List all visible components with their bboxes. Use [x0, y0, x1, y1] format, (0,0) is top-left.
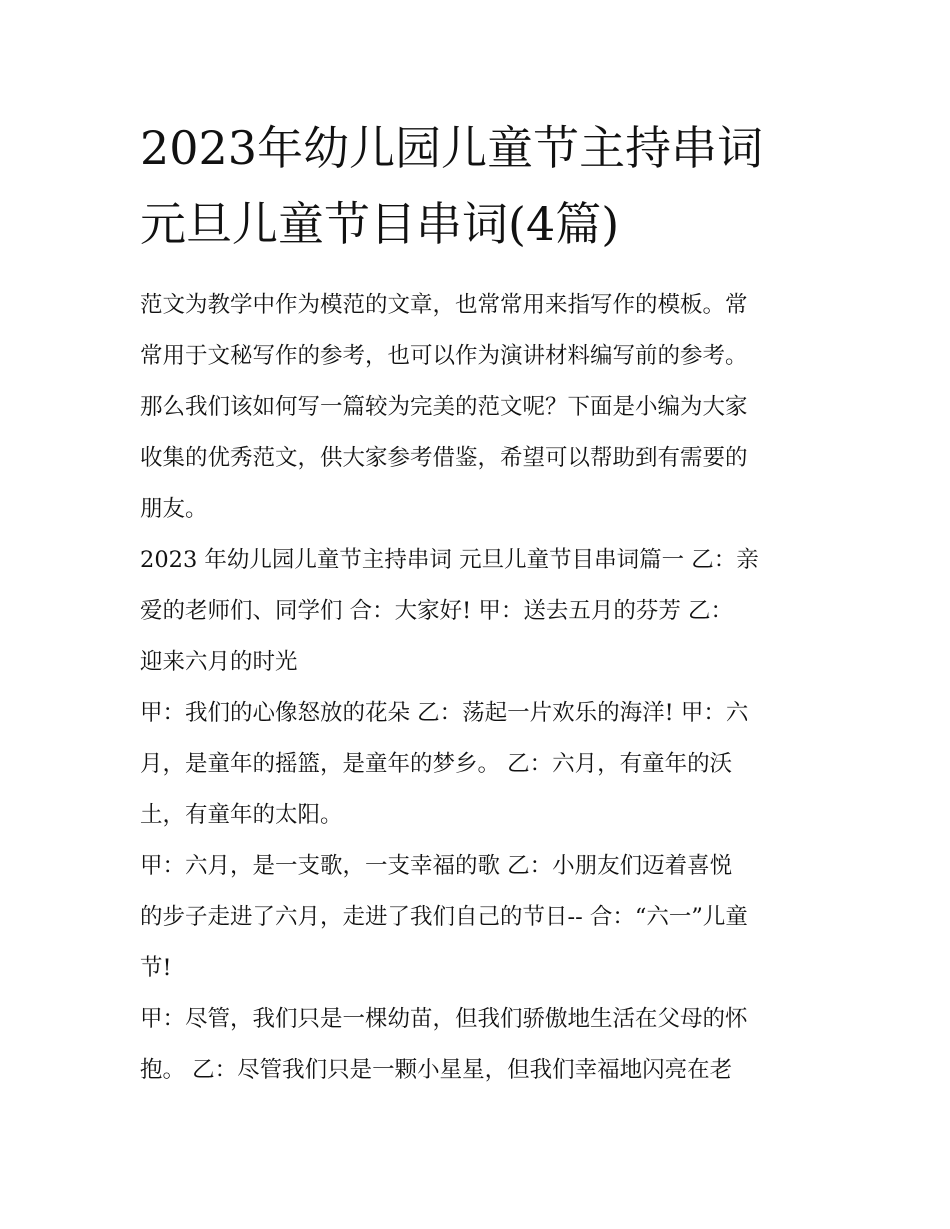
title-line-1: 2023年幼儿园儿童节主持串词: [140, 121, 764, 175]
script-paragraph: [140, 841, 820, 994]
text-line: 常用于文秘写作的参考，也可以作为演讲材料编写前的参考。: [140, 343, 748, 369]
text-line: 甲：我们的心像怒放的花朵 乙：荡起一片欢乐的海洋! 甲：六: [140, 700, 749, 726]
script-paragraph: [140, 994, 820, 1096]
script-paragraph: [140, 535, 820, 688]
text-line: 节!: [140, 955, 172, 981]
text-line: 土，有童年的太阳。: [140, 802, 343, 828]
script-paragraph: [140, 688, 820, 841]
text-line: 收集的优秀范文，供大家参考借鉴，希望可以帮助到有需要的: [140, 445, 748, 471]
text-line: 抱。 乙：尽管我们只是一颗小星星，但我们幸福地闪亮在老: [140, 1057, 733, 1083]
document-page: [140, 110, 820, 1096]
title-line-2: 元旦儿童节目串词(4篇): [140, 197, 620, 251]
document-body: [140, 280, 820, 1096]
text-line: 那么我们该如何写一篇较为完美的范文呢？下面是小编为大家: [140, 394, 748, 420]
text-line: 的步子走进了六月，走进了我们自己的节日-- 合：“六一”儿童: [140, 904, 748, 930]
text-line: 朋友。: [140, 496, 208, 522]
intro-paragraph: [140, 280, 820, 535]
text-line: 范文为教学中作为模范的文章，也常常用来指写作的模板。常: [140, 292, 748, 318]
text-line: 甲：尽管，我们只是一棵幼苗，但我们骄傲地生活在父母的怀: [140, 1006, 748, 1032]
text-line: 迎来六月的时光: [140, 649, 298, 675]
document-title: [140, 110, 820, 262]
text-line: 2023 年幼儿园儿童节主持串词 元旦儿童节目串词篇一 乙：亲: [140, 547, 759, 573]
text-line: 月，是童年的摇篮，是童年的梦乡。 乙：六月，有童年的沃: [140, 751, 733, 777]
text-line: 甲：六月，是一支歌，一支幸福的歌 乙：小朋友们迈着喜悦: [140, 853, 733, 879]
text-line: 爱的老师们、同学们 合：大家好! 甲：送去五月的芬芳 乙：: [140, 598, 733, 624]
